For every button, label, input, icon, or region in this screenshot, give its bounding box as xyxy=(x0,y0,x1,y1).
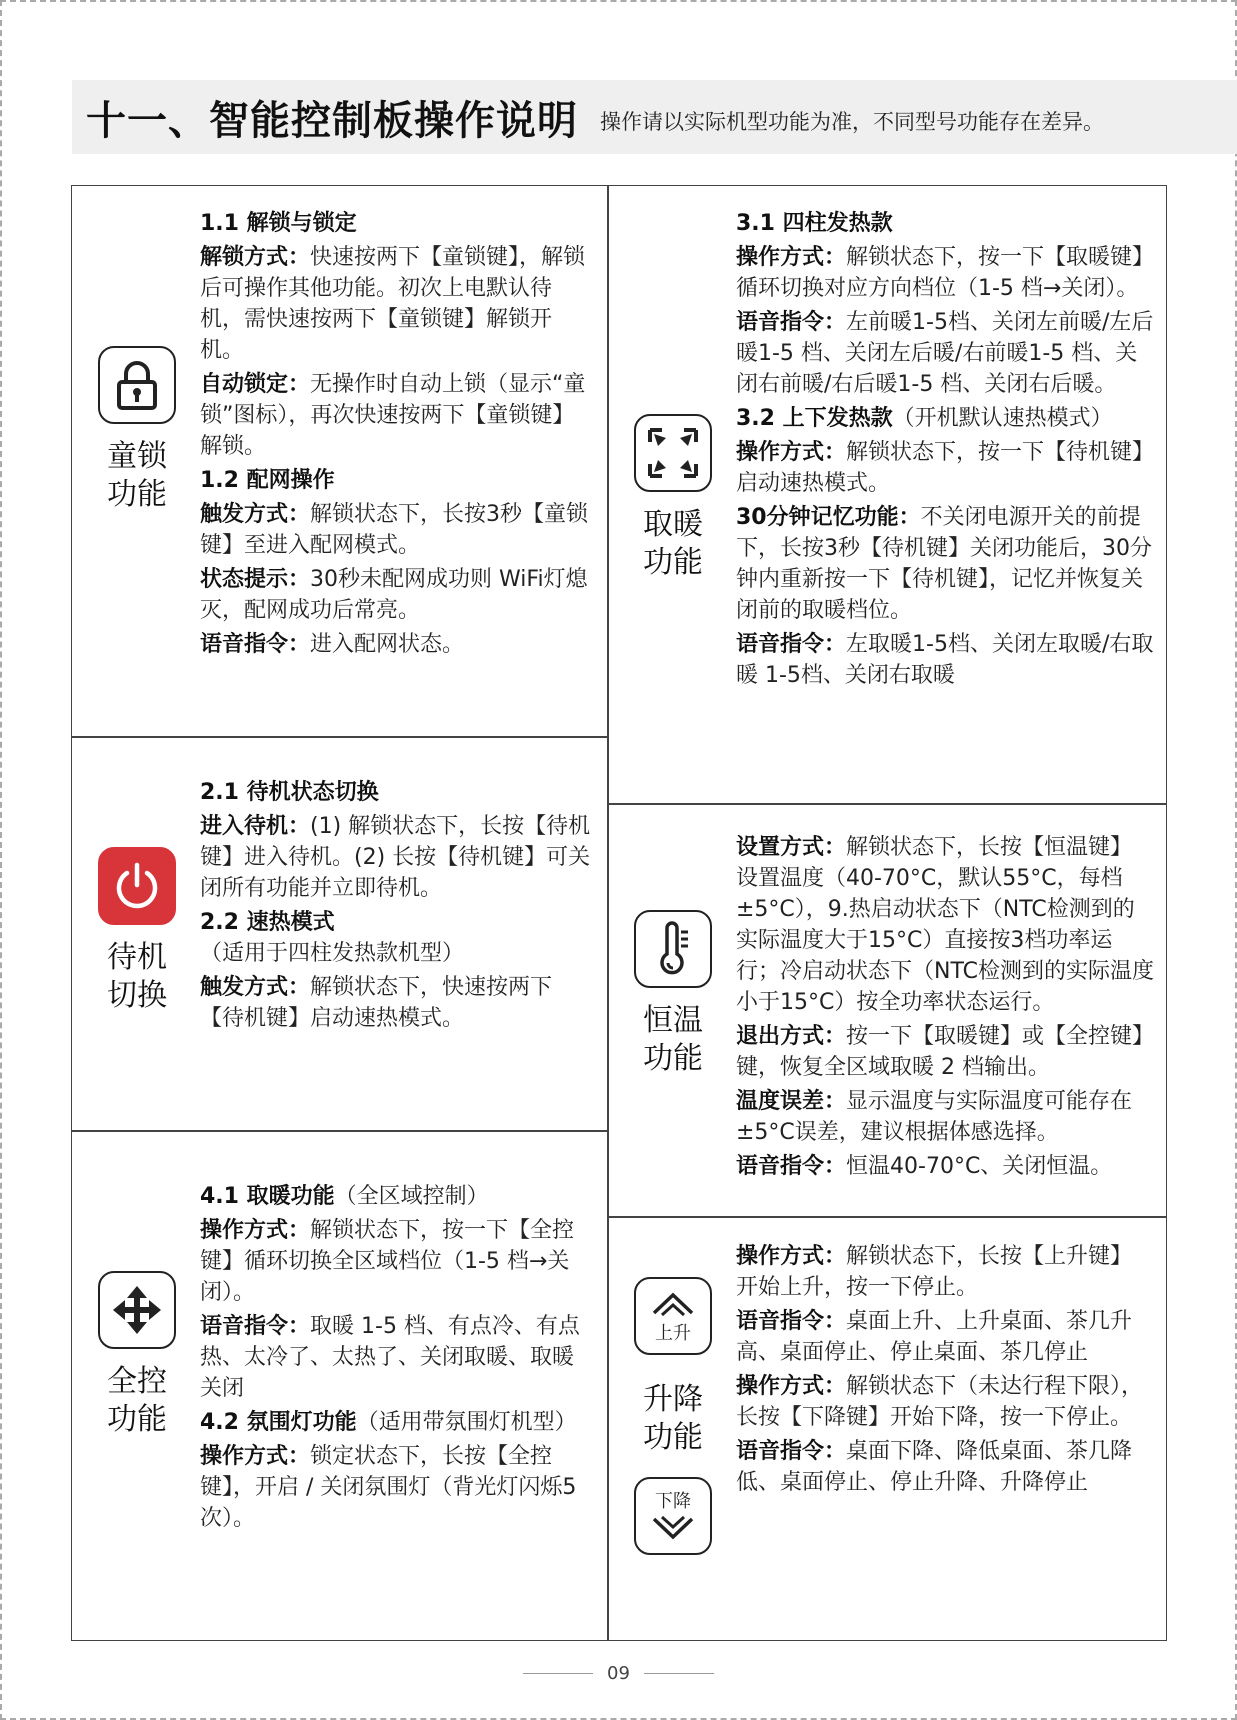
lock-icon-column xyxy=(82,346,192,514)
lock-para-5: 语音指令：进入配网状态。 xyxy=(200,632,465,657)
lift-section xyxy=(608,1217,1168,1641)
heating-zones-icon xyxy=(634,414,712,492)
thermostat-para-1: 设置方式：解锁状态下，长按【恒温键】设置温度（40-70°C，默认55°C，每档±5°C），9.热启动状态下（NTC检测到的实际温度大于15°C）直接按3档功率运行；冷启动状态下（NTC检测到的实际温度小于15°C）按全功率状态运行。 xyxy=(736,835,1154,1015)
heating-label: 取暖功能 xyxy=(643,507,703,580)
lock-label: 童锁功能 xyxy=(107,439,167,512)
standby-heading-1: 2.1 待机状态切换 xyxy=(200,780,379,805)
lift-para-1: 操作方式：解锁状态下，长按【上升键】开始上升，按一下停止。 xyxy=(736,1244,1133,1300)
lift-down-icon xyxy=(634,1477,712,1555)
lock-para-2: 自动锁定：无操作时自动上锁（显示“童锁”图标），再次快速按两下【童锁键】解锁。 xyxy=(200,372,586,459)
standby-para-2: 触发方式：解锁状态下，快速按两下【待机键】启动速热模式。 xyxy=(200,975,553,1031)
instruction-grid xyxy=(71,185,1167,1641)
page-title: 十一、智能控制板操作说明 xyxy=(86,96,578,144)
standby-para-1: 进入待机：(1) 解锁状态下，长按【待机键】进入待机。(2) 长按【待机键】可关闭所有功能并立即待机。 xyxy=(200,814,591,901)
page-subtitle: 操作请以实际机型功能为准，不同型号功能存在差异。 xyxy=(600,110,1104,134)
lift-up-text: 上升 xyxy=(655,1323,691,1344)
standby-label: 待机切换 xyxy=(107,940,167,1013)
thermostat-section xyxy=(608,804,1168,1216)
lock-para-1: 解锁方式：快速按两下【童锁键】，解锁后可操作其他功能。初次上电默认待机，需快速按两下【童锁键】解锁开机。 xyxy=(200,245,586,363)
lift-text xyxy=(736,1241,1154,1501)
all-control-heading-1: 4.1 取暖功能（全区域控制） xyxy=(200,1184,489,1209)
thermostat-para-4: 语音指令：恒温40-70°C、关闭恒温。 xyxy=(736,1154,1113,1179)
page-border-left xyxy=(0,0,2,1720)
all-control-para-1: 操作方式：解锁状态下，按一下【全控键】循环切换全区域档位（1-5 档→关闭）。 xyxy=(200,1218,575,1305)
all-control-icon-column xyxy=(82,1271,192,1439)
standby-heading-2: 2.2 速热模式（适用于四柱发热款机型） xyxy=(200,910,465,966)
all-control-heading-2: 4.2 氛围灯功能（适用带氛围灯机型） xyxy=(200,1410,577,1435)
all-control-text xyxy=(200,1181,592,1537)
lift-label: 升降功能 xyxy=(643,1382,703,1455)
thermostat-para-2: 退出方式：按一下【取暖键】或【全控键】键，恢复全区域取暖 2 档输出。 xyxy=(736,1024,1144,1080)
page-footer xyxy=(0,1663,1237,1684)
lock-heading-1: 1.1 解锁与锁定 xyxy=(200,211,357,236)
page-number: 09 xyxy=(607,1663,630,1684)
heating-para-1: 操作方式：解锁状态下，按一下【取暖键】循环切换对应方向档位（1-5 档→关闭）。 xyxy=(736,245,1144,301)
lock-icon xyxy=(98,346,176,424)
lock-para-4: 状态提示：30秒未配网成功则 WiFi灯熄灭，配网成功后常亮。 xyxy=(200,567,588,623)
heating-para-3: 操作方式：解锁状态下，按一下【待机键】启动速热模式。 xyxy=(736,440,1144,496)
heating-heading-1: 3.1 四柱发热款 xyxy=(736,211,893,236)
standby-section xyxy=(72,737,607,1130)
heating-text xyxy=(736,208,1154,694)
four-arrows-icon xyxy=(98,1271,176,1349)
lock-heading-2: 1.2 配网操作 xyxy=(200,468,335,493)
lift-up-icon xyxy=(634,1277,712,1355)
section-header xyxy=(72,80,1237,154)
thermometer-icon xyxy=(634,910,712,988)
page-border-top xyxy=(0,0,1237,2)
lock-section xyxy=(72,186,607,736)
lift-para-2: 语音指令：桌面上升、上升桌面、茶几升高、桌面停止、停止桌面、茶几停止 xyxy=(736,1309,1133,1365)
thermostat-para-3: 温度误差：显示温度与实际温度可能存在±5°C误差，建议根据体感选择。 xyxy=(736,1089,1133,1145)
lock-para-3: 触发方式：解锁状态下，长按3秒【童锁键】至进入配网模式。 xyxy=(200,502,589,558)
footer-rule-right xyxy=(644,1673,714,1674)
heating-para-2: 语音指令：左前暖1-5档、关闭左前暖/左后暖1-5 档、关闭左后暖/右前暖1-5 档、关闭右前暖/右后暖1-5 档、关闭右后暖。 xyxy=(736,310,1154,397)
lift-para-4: 语音指令：桌面下降、降低桌面、茶几降低、桌面停止、停止升降、升降停止 xyxy=(736,1439,1133,1495)
lift-icon-column xyxy=(618,1277,728,1555)
all-control-para-2: 语音指令：取暖 1-5 档、有点冷、有点热、太冷了、太热了、关闭取暖、取暖关闭 xyxy=(200,1314,580,1401)
heating-section xyxy=(608,186,1168,803)
heating-icon-column xyxy=(618,414,728,582)
heating-heading-2: 3.2 上下发热款（开机默认速热模式） xyxy=(736,406,1113,431)
thermostat-label: 恒温功能 xyxy=(643,1003,703,1076)
lock-text xyxy=(200,208,592,663)
lift-down-text: 下降 xyxy=(655,1491,691,1512)
standby-icon-column xyxy=(82,847,192,1015)
all-control-label: 全控功能 xyxy=(107,1364,167,1437)
footer-rule-left xyxy=(523,1673,593,1674)
all-control-section xyxy=(72,1131,607,1641)
standby-text xyxy=(200,777,592,1037)
all-control-para-3: 操作方式：锁定状态下，长按【全控键】，开启 / 关闭氛围灯（背光灯闪烁5次）。 xyxy=(200,1444,577,1531)
lift-para-3: 操作方式：解锁状态下（未达行程下限），长按【下降键】开始下降，按一下停止。 xyxy=(736,1374,1144,1430)
power-icon xyxy=(98,847,176,925)
heating-para-4: 30分钟记忆功能：不关闭电源开关的前提下，长按3秒【待机键】关闭功能后，30分钟内重新按一下【待机键】，记忆并恢复关闭前的取暖档位。 xyxy=(736,505,1152,623)
heating-para-5: 语音指令：左取暖1-5档、关闭左取暖/右取暖 1-5档、关闭右取暖 xyxy=(736,632,1154,688)
thermostat-text xyxy=(736,832,1154,1185)
thermostat-icon-column xyxy=(618,910,728,1078)
